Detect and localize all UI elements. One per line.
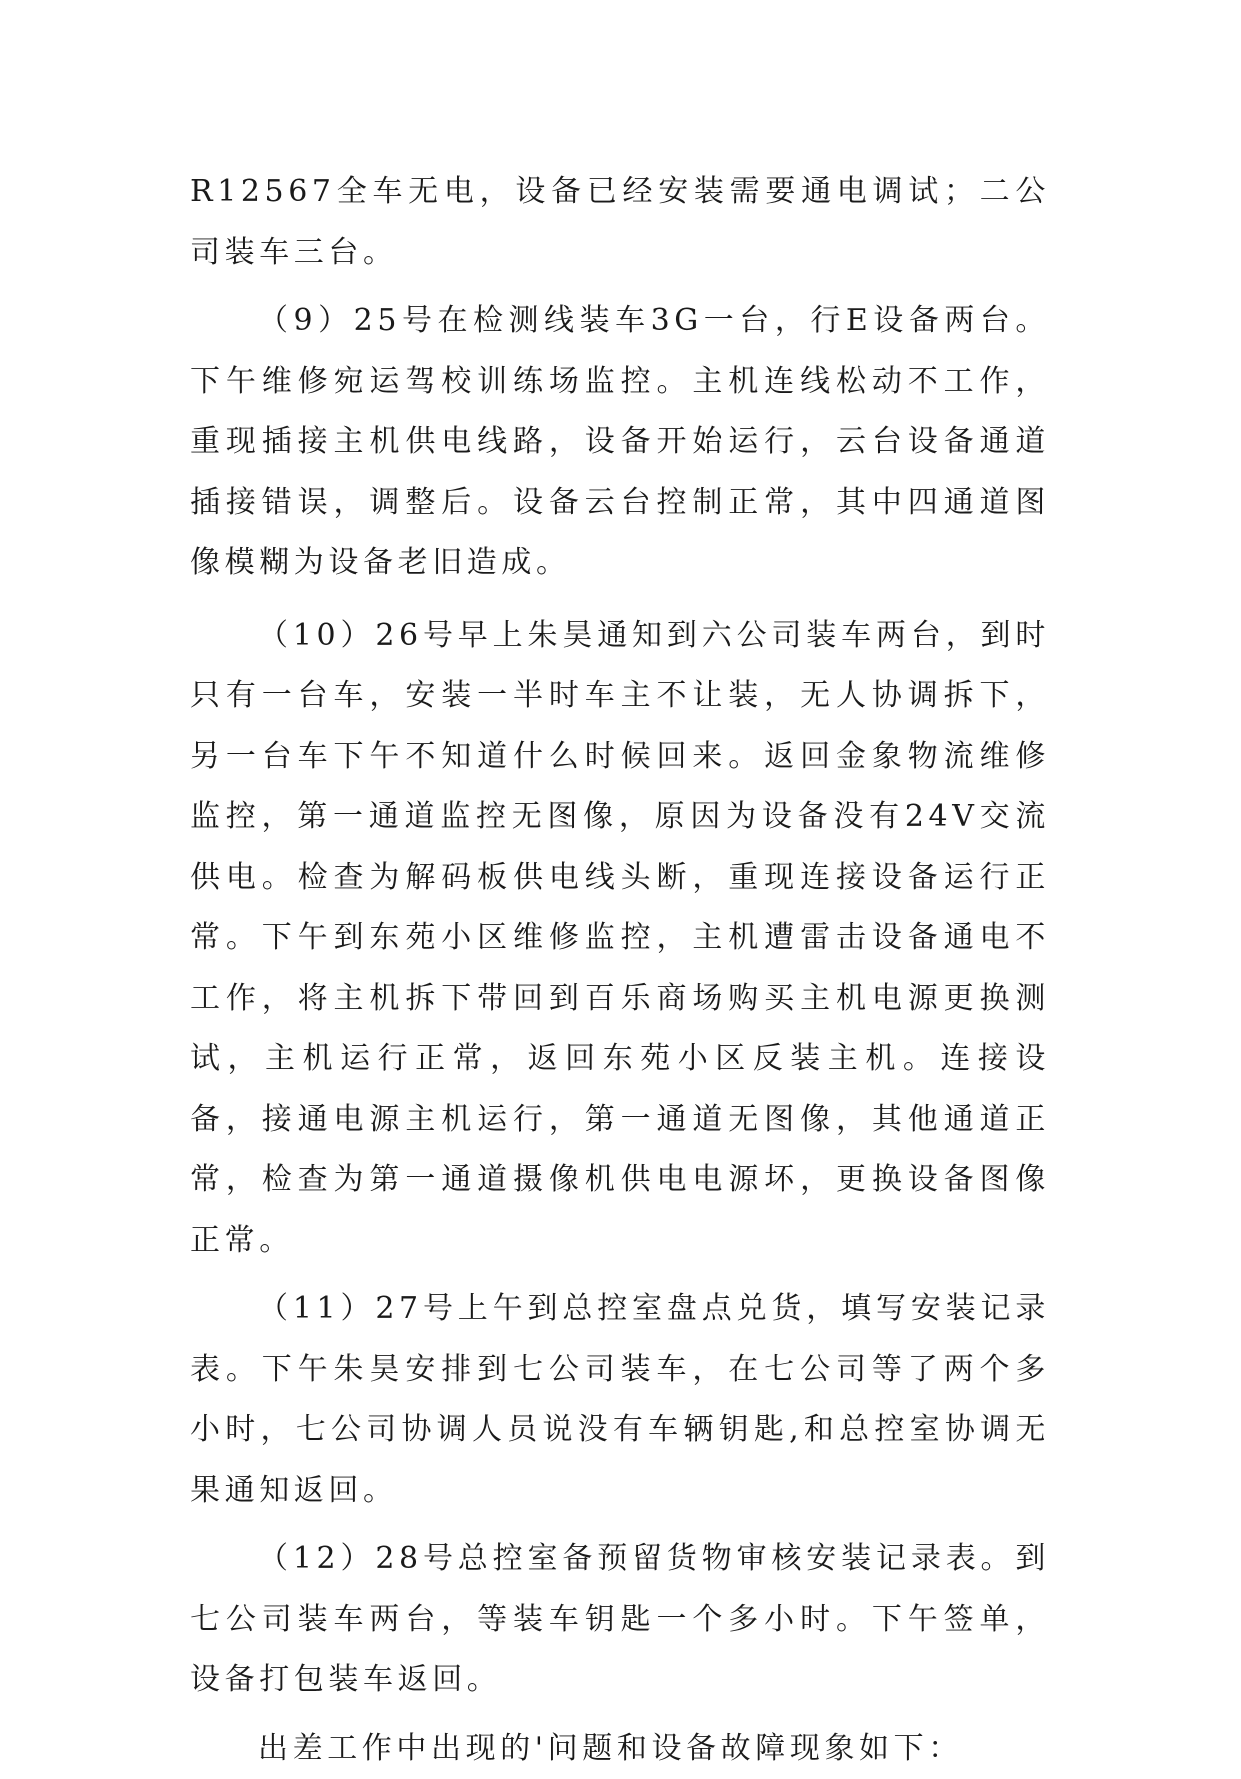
paragraph-item-9: （9）25号在检测线装车3G一台，行E设备两台。下午维修宛运驾校训练场监控。主机连线松动不工作，重现插接主机供电线路，设备开始运行，云台设备通道插接错误，调整后。设备云台控制正常，其中四通道图像模糊为设备老旧造成。 <box>190 291 1050 594</box>
paragraph-continuation: R12567全车无电，设备已经安装需要通电调试；二公司装车三台。 <box>190 162 1050 283</box>
paragraph-item-11: （11）27号上午到总控室盘点兑货，填写安装记录表。下午朱昊安排到七公司装车，在七公司等了两个多小时，七公司协调人员说没有车辆钥匙,和总控室协调无果通知返回。 <box>190 1279 1050 1521</box>
document-body <box>190 162 1050 1779</box>
paragraph-problems-intro: 出差工作中出现的'问题和设备故障现象如下： <box>190 1719 1050 1779</box>
paragraph-item-12: （12）28号总控室备预留货物审核安装记录表。到七公司装车两台，等装车钥匙一个多小时。下午签单，设备打包装车返回。 <box>190 1529 1050 1711</box>
paragraph-item-10: （10）26号早上朱昊通知到六公司装车两台，到时只有一台车，安装一半时车主不让装，无人协调拆下，另一台车下午不知道什么时候回来。返回金象物流维修监控，第一通道监控无图像，原因为设备没有24V交流供电。检查为解码板供电线头断，重现连接设备运行正常。下午到东苑小区维修监控，主机遭雷击设备通电不工作，将主机拆下带回到百乐商场购买主机电源更换测试，主机运行正常，返回东苑小区反装主机。连接设备，接通电源主机运行，第一通道无图像，其他通道正常，检查为第一通道摄像机供电电源坏，更换设备图像正常。 <box>190 606 1050 1272</box>
